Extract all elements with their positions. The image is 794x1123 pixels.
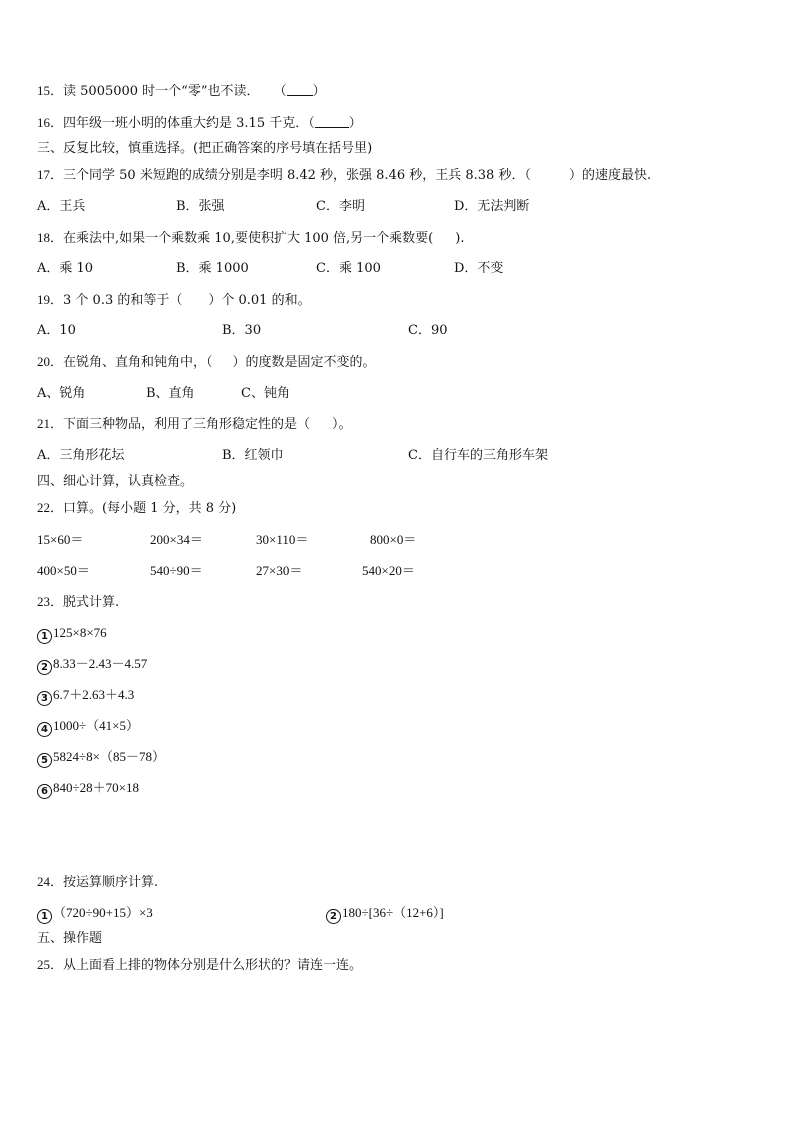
mental-calc-item: 800×0＝ bbox=[370, 532, 417, 547]
circled-number: 5 bbox=[37, 753, 52, 768]
option[interactable]: A．三角形花坛 bbox=[37, 448, 125, 463]
question-23 bbox=[37, 594, 119, 611]
question-18: 18．在乘法中,如果一个乘数乘 10,要使积扩大 100 倍,另一个乘数要( ). bbox=[37, 230, 465, 246]
circled-number: 1 bbox=[37, 909, 52, 924]
option[interactable]: D．无法判断 bbox=[454, 199, 530, 214]
answer-blank[interactable] bbox=[287, 83, 313, 96]
calc-item: 5 5824÷8×（85－78） bbox=[37, 749, 165, 768]
question-text: 三个同学 50 米短跑的成绩分别是李明 8.42 秒，张强 8.46 秒，王兵 8.38 秒．（ bbox=[63, 168, 531, 183]
section-heading: 四、细心计算，认真检查。 bbox=[37, 474, 194, 489]
question-number: 18． bbox=[37, 230, 64, 245]
option[interactable]: B．张强 bbox=[176, 199, 225, 214]
question-number: 21． bbox=[37, 416, 64, 431]
question-text: 在乘法中,如果一个乘数乘 10,要使积扩大 100 倍,另一个乘数要( bbox=[63, 231, 434, 246]
option[interactable]: C．自行车的三角形车架 bbox=[408, 448, 548, 463]
question-number: 23． bbox=[37, 594, 64, 609]
section-heading: 三、反复比较，慎重选择。(把正确答案的序号填在括号里) bbox=[37, 141, 373, 156]
question-number: 22． bbox=[37, 500, 64, 515]
option[interactable]: A．10 bbox=[37, 323, 76, 338]
question-17: 17．三个同学 50 米短跑的成绩分别是李明 8.42 秒，张强 8.46 秒，王兵 8.38 秒．（ ）的速度最快. bbox=[37, 167, 652, 183]
calc-item: 6 840÷28＋70×18 bbox=[37, 780, 139, 799]
mental-calc-item: 200×34＝ bbox=[150, 532, 203, 547]
question-number: 19． bbox=[37, 292, 64, 307]
circled-number: 3 bbox=[37, 691, 52, 706]
option[interactable]: A、锐角 bbox=[37, 386, 86, 401]
mental-calc-item: 540×20＝ bbox=[362, 563, 415, 578]
question-text: 口算。(每小题 1 分，共 8 分) bbox=[63, 501, 237, 516]
circled-number: 2 bbox=[37, 660, 52, 675]
mental-calc-item: 15×60＝ bbox=[37, 532, 84, 547]
option[interactable]: A．王兵 bbox=[37, 199, 86, 214]
question-text: 下面三种物品，利用了三角形稳定性的是（ bbox=[63, 417, 311, 432]
calc-item: 1 （720÷90+15）×3 bbox=[37, 905, 153, 924]
mental-calc-item: 27×30＝ bbox=[256, 563, 303, 578]
circled-number: 1 bbox=[37, 629, 52, 644]
question-20: 20．在锐角、直角和钝角中，（ ）的度数是固定不变的。 bbox=[37, 354, 376, 370]
option[interactable]: C．乘 100 bbox=[316, 261, 381, 276]
calc-item: 1 125×8×76 bbox=[37, 625, 107, 644]
calc-item: 2 8.33－2.43－4.57 bbox=[37, 656, 147, 675]
mental-calc-item: 30×110＝ bbox=[256, 532, 309, 547]
question-21: 21．下面三种物品，利用了三角形稳定性的是（ ）。 bbox=[37, 416, 352, 432]
calc-item: 4 1000÷（41×5） bbox=[37, 718, 139, 737]
question-number: 20． bbox=[37, 354, 64, 369]
question-number: 15． bbox=[37, 83, 64, 98]
calc-item: 3 6.7＋2.63＋4.3 bbox=[37, 687, 134, 706]
question-16: 16．四年级一班小明的体重大约是 3.15 千克．（ ） bbox=[37, 115, 362, 131]
option[interactable]: C．90 bbox=[408, 323, 448, 338]
option[interactable]: C、钝角 bbox=[241, 386, 290, 401]
question-text: 读 5005000 时一个“零”也不读． bbox=[63, 84, 260, 99]
question-text: 3 个 0.3 的和等于（ bbox=[63, 293, 183, 308]
circled-number: 4 bbox=[37, 722, 52, 737]
question-text: 在锐角、直角和钝角中，（ bbox=[63, 355, 213, 370]
section-heading: 五、操作题 bbox=[37, 931, 103, 946]
question-22 bbox=[37, 500, 236, 517]
option[interactable]: B、直角 bbox=[146, 386, 195, 401]
question-number: 16． bbox=[37, 115, 64, 130]
question-19: 19．3 个 0.3 的和等于（ ）个 0.01 的和。 bbox=[37, 292, 311, 308]
question-number: 25． bbox=[37, 957, 64, 972]
answer-blank[interactable] bbox=[315, 115, 349, 128]
option[interactable]: B．乘 1000 bbox=[176, 261, 249, 276]
circled-number: 6 bbox=[37, 784, 52, 799]
question-number: 17． bbox=[37, 167, 64, 182]
option[interactable]: A．乘 10 bbox=[37, 261, 94, 276]
question-15: 15．读 5005000 时一个“零”也不读． （ ） bbox=[37, 83, 326, 99]
option[interactable]: D．不变 bbox=[454, 261, 504, 276]
question-text: 按运算顺序计算. bbox=[63, 875, 159, 890]
question-text: 四年级一班小明的体重大约是 3.15 千克． bbox=[63, 116, 309, 131]
mental-calc-item: 400×50＝ bbox=[37, 563, 90, 578]
option[interactable]: C．李明 bbox=[316, 199, 365, 214]
option[interactable]: B．30 bbox=[222, 323, 262, 338]
question-24 bbox=[37, 874, 158, 891]
question-number: 24． bbox=[37, 874, 64, 889]
question-25 bbox=[37, 957, 362, 974]
mental-calc-item: 540÷90＝ bbox=[150, 563, 203, 578]
calc-item: 2 180÷[36÷（12+6）] bbox=[326, 905, 444, 924]
option[interactable]: B．红领巾 bbox=[222, 448, 284, 463]
question-text: 从上面看上排的物体分别是什么形状的？请连一连。 bbox=[63, 958, 363, 973]
question-text: 脱式计算. bbox=[63, 595, 120, 610]
circled-number: 2 bbox=[326, 909, 341, 924]
